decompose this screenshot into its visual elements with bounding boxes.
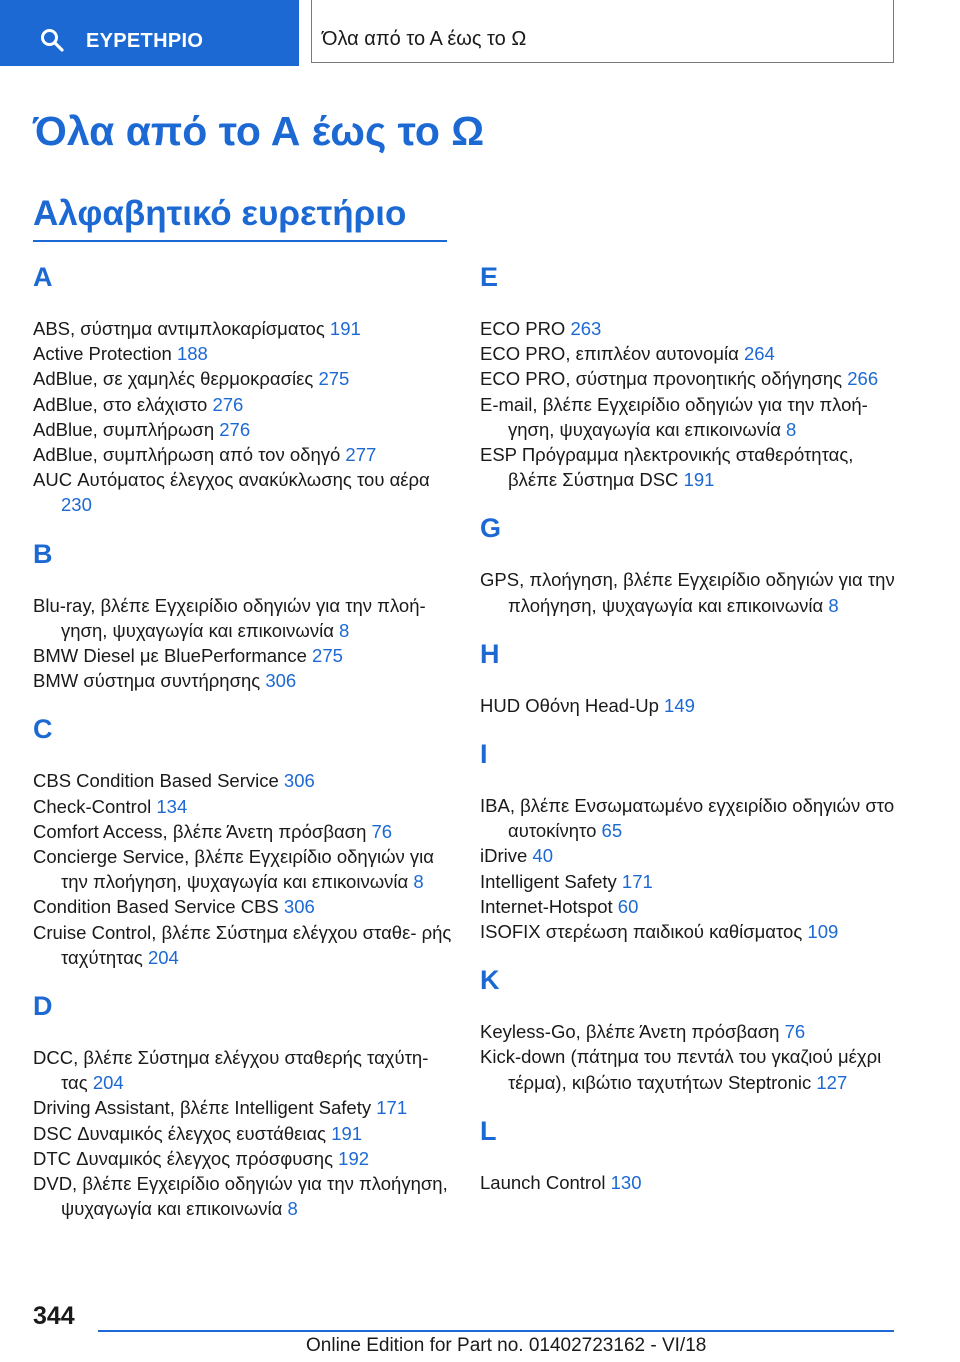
index-page-link[interactable]: 192 <box>338 1147 370 1169</box>
index-page-link[interactable]: 266 <box>847 368 879 390</box>
breadcrumb-label: Όλα από το Α έως το Ω <box>322 28 527 50</box>
index-entry <box>33 417 453 442</box>
index-page-link[interactable]: 276 <box>212 393 244 415</box>
index-entry-text: HUD Οθόνη Head-Up <box>480 694 659 716</box>
index-page-link[interactable]: 191 <box>683 469 715 491</box>
page-title: Όλα από το Α έως το Ω <box>33 108 485 154</box>
index-entry-text: Check-Control <box>33 795 152 817</box>
index-entry <box>480 316 900 341</box>
index-entry-text: AUC Αυτόματος έλεγχος ανακύκλωσης του αέρα <box>33 469 430 491</box>
index-entry <box>33 341 453 366</box>
index-letter-heading: D <box>33 991 53 1022</box>
index-page-link[interactable]: 134 <box>156 795 188 817</box>
index-letter-heading: H <box>480 638 500 669</box>
index-entry <box>480 919 900 944</box>
index-page-link[interactable]: 65 <box>601 820 623 842</box>
index-entry-text: BMW Diesel με BluePerformance <box>33 645 307 667</box>
index-group <box>480 258 900 492</box>
index-page-link[interactable]: 306 <box>283 896 315 918</box>
index-entry-text: Concierge Service, βλέπε Εγχειρίδιο οδηγιών για την πλοήγηση, ψυχαγωγία και επικοινωνία <box>33 846 434 893</box>
index-letter-heading: I <box>480 739 488 770</box>
index-entry <box>33 643 453 668</box>
index-entry-text: BMW σύστημα συντήρησης <box>33 670 261 692</box>
index-entry-text: DCC, βλέπε Σύστημα ελέγχου σταθερής ταχύτη- τας <box>33 1047 429 1094</box>
index-entry-text: Blu-ray, βλέπε Εγχειρίδιο οδηγιών για την πλοή- γηση, ψυχαγωγία και επικοινωνία <box>33 594 426 641</box>
page-number: 344 <box>33 1302 75 1330</box>
index-entry <box>33 819 453 844</box>
index-entry <box>480 1170 900 1195</box>
index-page-link[interactable]: 230 <box>61 494 92 516</box>
index-page-link[interactable]: 275 <box>318 368 350 390</box>
index-page-link[interactable]: 76 <box>371 820 393 842</box>
index-entry-text: ECO PRO <box>480 318 566 339</box>
index-page-link[interactable]: 306 <box>265 670 297 692</box>
index-entry-text: Intelligent Safety <box>480 870 617 892</box>
index-group <box>480 961 900 1095</box>
index-letter-heading: A <box>33 262 53 292</box>
index-entry <box>480 869 900 894</box>
index-entry-text: AdBlue, συμπλήρωση από τον οδηγό <box>33 444 341 466</box>
index-entry <box>480 341 900 366</box>
index-page-link[interactable]: 171 <box>376 1097 408 1119</box>
search-icon <box>40 28 64 52</box>
index-entry <box>33 593 453 643</box>
index-group <box>33 710 453 970</box>
index-entry-text: E-mail, βλέπε Εγχειρίδιο οδηγιών για την πλοή- γηση, ψυχαγωγία και επικοινωνία <box>480 393 868 440</box>
index-entry-text: DVD, βλέπε Εγχειρίδιο οδηγιών για την πλοήγηση, ψυχαγωγία και επικοινωνία <box>33 1173 448 1220</box>
index-page-link[interactable]: 8 <box>786 418 797 440</box>
breadcrumb[interactable] <box>311 0 894 63</box>
top-bar <box>0 0 960 66</box>
index-entry-text: IBA, βλέπε Ενσωματωμένο εγχειρίδιο οδηγιών στο αυτοκίνητο <box>480 795 895 842</box>
index-page-link[interactable]: 188 <box>176 343 208 365</box>
section-divider <box>33 240 447 242</box>
index-page-link[interactable]: 191 <box>329 318 361 339</box>
index-entry <box>480 567 900 617</box>
index-entry <box>33 894 453 919</box>
index-page-link[interactable]: 8 <box>828 594 839 616</box>
index-entry <box>480 392 900 442</box>
index-entry <box>33 1045 453 1095</box>
index-page-link[interactable]: 76 <box>784 1021 806 1043</box>
index-column-left <box>33 258 453 1238</box>
index-entry-text: AdBlue, συμπλήρωση <box>33 418 215 440</box>
index-letter-heading: E <box>480 262 499 292</box>
index-entry-text: Launch Control <box>480 1171 606 1193</box>
index-entry <box>480 793 900 843</box>
index-page-link[interactable]: 171 <box>621 870 653 892</box>
index-group <box>480 735 900 944</box>
index-page-link[interactable]: 275 <box>312 645 343 667</box>
index-entry <box>480 843 900 868</box>
index-page-link[interactable]: 191 <box>331 1122 363 1144</box>
index-entry-text: AdBlue, σε χαμηλές θερμοκρασίες <box>33 368 314 390</box>
index-entry <box>33 794 453 819</box>
index-letter-heading: B <box>33 538 53 569</box>
index-page-link[interactable]: 149 <box>664 694 695 716</box>
index-entry-text: Kick-down (πάτημα του πεντάλ του γκαζιού μέχρι τέρμα), κιβώτιο ταχυτήτων Steptronic <box>480 1046 882 1093</box>
index-entry-text: ABS, σύστημα αντιμπλοκαρίσματος <box>33 318 325 339</box>
index-page-link[interactable]: 276 <box>219 418 251 440</box>
index-letter-heading: K <box>480 965 500 996</box>
footer-divider <box>98 1330 894 1332</box>
index-entry <box>480 1044 900 1094</box>
index-entry <box>480 442 900 492</box>
index-entry-text: DTC Δυναμικός έλεγχος πρόσφυσης <box>33 1147 334 1169</box>
index-entry <box>33 1095 453 1120</box>
index-entry-text: iDrive <box>480 845 528 867</box>
index-entry-text: ESP Πρόγραμμα ηλεκτρονικής σταθερότητας, βλέπε Σύστημα DSC <box>480 444 854 491</box>
index-entry <box>33 1121 453 1146</box>
index-entry <box>480 693 900 718</box>
index-entry-text: CBS Condition Based Service <box>33 770 279 792</box>
index-entry <box>33 920 453 970</box>
section-title: Αλφαβητικό ευρετήριο <box>33 194 407 233</box>
index-entry <box>33 467 453 517</box>
index-entry <box>33 668 453 693</box>
index-entry-text: GPS, πλοήγηση, βλέπε Εγχειρίδιο οδηγιών για την πλοήγηση, ψυχαγωγία και επικοινωνία <box>480 569 895 616</box>
index-page-link[interactable]: 109 <box>807 921 839 943</box>
index-entry-text: AdBlue, στο ελάχιστο <box>33 393 208 415</box>
index-search-button[interactable] <box>0 0 299 66</box>
index-entry-text: Cruise Control, βλέπε Σύστημα ελέγχου σταθε- ρής ταχύτητας <box>33 921 452 968</box>
index-entry-text: Keyless-Go, βλέπε Άνετη πρόσβαση <box>480 1021 780 1043</box>
index-entry-text: Active Protection <box>33 343 172 365</box>
index-entry-text: Comfort Access, βλέπε Άνετη πρόσβαση <box>33 820 367 842</box>
index-entry <box>33 316 453 341</box>
index-entry <box>33 1171 453 1221</box>
index-letter-heading: G <box>480 513 502 544</box>
index-page-link[interactable]: 263 <box>570 318 602 339</box>
index-entry <box>33 768 453 793</box>
index-entry <box>33 392 453 417</box>
index-entry <box>33 844 453 894</box>
footer-edition-text: Online Edition for Part no. 01402723162 - VI/18 <box>306 1335 707 1356</box>
index-entry <box>480 894 900 919</box>
index-group <box>480 509 900 617</box>
index-entry-text: Internet-Hotspot <box>480 895 613 917</box>
index-group <box>33 987 453 1221</box>
index-letter-heading: C <box>33 714 53 745</box>
index-entry <box>33 1146 453 1171</box>
index-page-link[interactable]: 306 <box>283 770 315 792</box>
index-group <box>480 635 900 718</box>
index-group <box>33 258 453 518</box>
index-letter-heading: L <box>480 1115 497 1146</box>
index-page-link[interactable]: 60 <box>617 895 639 917</box>
index-page-link[interactable]: 127 <box>816 1071 848 1093</box>
index-page-link[interactable]: 130 <box>610 1171 642 1193</box>
index-page-link[interactable]: 8 <box>413 871 424 893</box>
index-entry <box>480 1019 900 1044</box>
index-page-link[interactable]: 204 <box>147 946 179 968</box>
index-page-link[interactable]: 8 <box>339 619 350 641</box>
index-entry <box>33 366 453 391</box>
index-page-link[interactable]: 204 <box>92 1072 124 1094</box>
index-page-link[interactable]: 8 <box>287 1198 298 1220</box>
index-page-link[interactable]: 264 <box>743 343 775 365</box>
index-entry-text: DSC Δυναμικός έλεγχος ευστάθειας <box>33 1122 327 1144</box>
index-group <box>33 535 453 694</box>
index-entry-text: ECO PRO, επιπλέον αυτονομία <box>480 343 739 365</box>
index-entry <box>480 366 900 391</box>
index-entry-text: ECO PRO, σύστημα προνοητικής οδήγησης <box>480 368 843 390</box>
index-page-link[interactable]: 277 <box>345 444 377 466</box>
index-entry <box>33 442 453 467</box>
index-entry-text: Driving Assistant, βλέπε Intelligent Safety <box>33 1097 372 1119</box>
search-tab-label: ΕΥΡΕΤΗΡΙΟ <box>86 30 204 52</box>
index-entry-text: ISOFIX στερέωση παιδικού καθίσματος <box>480 921 803 943</box>
index-group <box>480 1112 900 1195</box>
index-column-right <box>480 258 900 1212</box>
index-page-link[interactable]: 40 <box>532 845 553 867</box>
index-entry-text: Condition Based Service CBS <box>33 896 279 918</box>
